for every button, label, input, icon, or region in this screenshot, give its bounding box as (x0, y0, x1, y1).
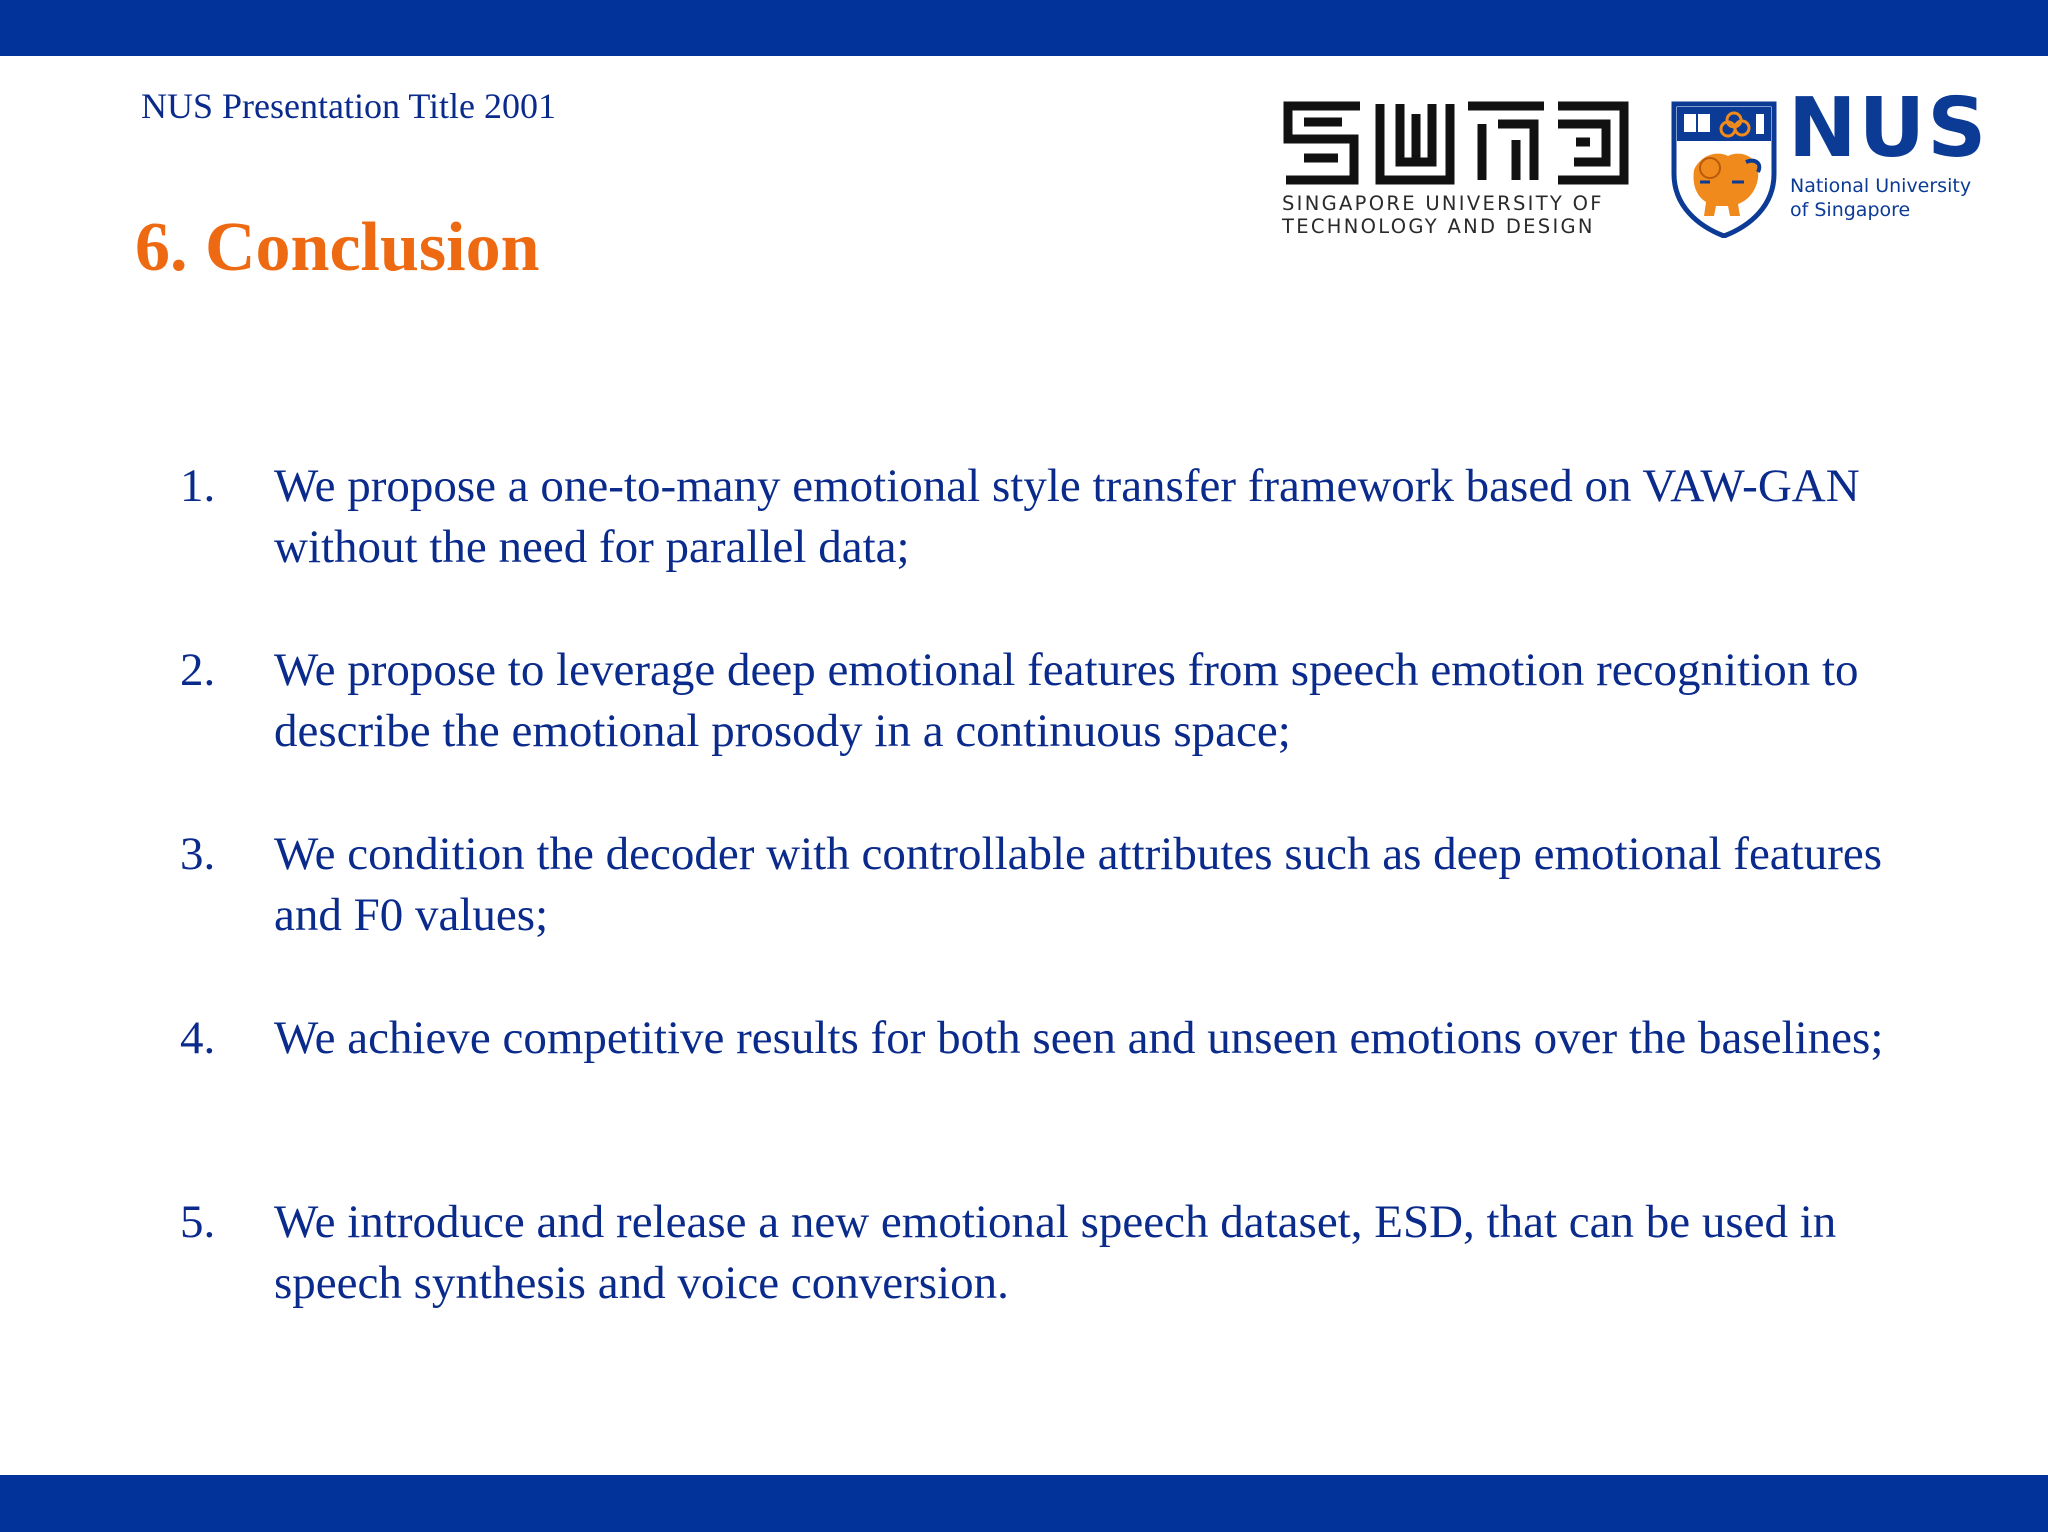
list-item-text: We propose a one-to-many emotional style transfer framework based on VAW-GAN without the need for parallel data; (274, 460, 1860, 573)
list-item-text: We introduce and release a new emotional speech dataset, ESD, that can be used in speech synthesis and voice conversion. (274, 1196, 1837, 1309)
nus-subtitle-line-2: of Singapore (1790, 199, 1911, 221)
list-item-number: 3. (180, 828, 216, 880)
sutd-name (1282, 192, 1630, 238)
list-item-text: We achieve competitive results for both seen and unseen emotions over the baselines; (274, 1012, 1884, 1064)
nus-wordmark: NUS (1788, 81, 1989, 176)
nus-subtitle-line-1: National University (1790, 175, 1972, 197)
sutd-glyph-mark (1282, 100, 1630, 186)
sutd-name-line-2: TECHNOLOGY AND DESIGN (1282, 215, 1595, 238)
bottom-color-band (0, 1475, 2048, 1532)
nus-subtitle (1790, 174, 1971, 222)
slide-heading: 6. Conclusion (135, 209, 540, 286)
sutd-name-line-1: SINGAPORE UNIVERSITY OF (1282, 192, 1604, 215)
list-item-number: 5. (180, 1196, 216, 1248)
presentation-title: NUS Presentation Title 2001 (141, 86, 557, 126)
list-item-text: We propose to leverage deep emotional features from speech emotion recognition to describe the emotional prosody in a continuous space; (274, 644, 1859, 757)
list-item-text: We condition the decoder with controllable attributes such as deep emotional features and F0 values; (274, 828, 1883, 941)
nus-crest-icon (1670, 100, 1778, 238)
top-color-band (0, 0, 2048, 56)
sutd-logo (1282, 100, 1630, 240)
list-item-number: 1. (180, 460, 216, 512)
list-item-number: 2. (180, 644, 216, 696)
list-item-number: 4. (180, 1012, 216, 1064)
